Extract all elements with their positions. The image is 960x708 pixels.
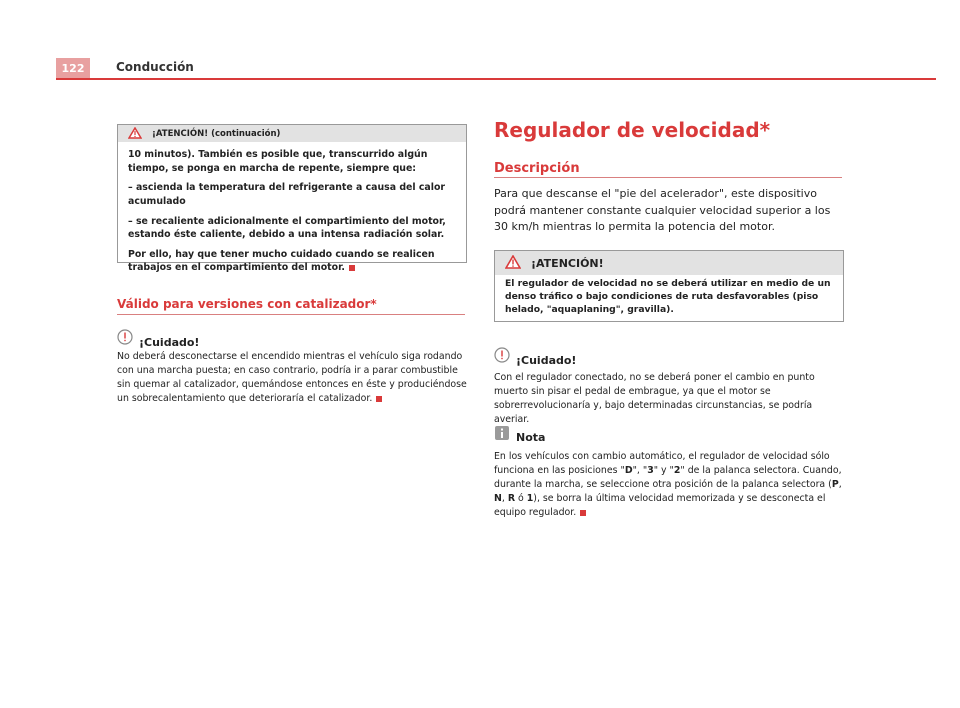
selector-position-d: D (624, 465, 633, 477)
warning-paragraph: 10 minutos). También es posible que, transcurrido algún tiempo, se ponga en marcha de repente, siempre que: (128, 149, 428, 174)
warning-box-header (118, 125, 466, 142)
warning-heading: ¡ATENCIÓN! (continuación) (152, 128, 281, 139)
selector-position-p: P (831, 479, 839, 491)
warning-heading: ¡ATENCIÓN! (531, 256, 604, 270)
section-rule (117, 314, 465, 315)
selector-position-1: 1 (526, 493, 534, 505)
end-mark-icon (376, 396, 382, 402)
note-text-part: En los vehículos con cambio automático, el regulador de velocidad sólo funciona en las posiciones " (494, 451, 830, 477)
intro-paragraph: Para que descanse el "pie del acelerador", este dispositivo podrá mantener constante cualquier velocidad superior a los 30 km/h mientras lo permita la potencia del motor. (494, 187, 831, 233)
warning-body: El regulador de velocidad no se deberá utilizar en medio de un denso tráfico o bajo condiciones de ruta desfavorables (piso helado, "aquaplaning", gravilla). (505, 278, 831, 315)
caution-title-left (117, 328, 199, 349)
selector-position-n: N (494, 493, 502, 505)
note-text-part: " y " (653, 465, 674, 477)
caution-text: No deberá desconectarse el encendido mientras el vehículo siga rodando con una marcha puesta; en caso contrario, podría ir a parar combustible sin quemar al catalizador, quemándose entonces en éste y produciéndose un sobrecalentamiento que deterioraría el catalizador. (117, 351, 467, 405)
warning-box (494, 250, 844, 322)
warning-paragraph: – ascienda la temperatura del refrigerante a causa del calor acumulado (128, 182, 446, 207)
note-text-part: " de la palanca selectora. Cuando, durante la marcha, se seleccione otra posición de la palanca selectora ( (494, 465, 842, 491)
caution-text-left (117, 350, 467, 406)
note-text-part: ó (515, 493, 527, 505)
selector-position-2: 2 (673, 465, 681, 477)
note-title (494, 425, 545, 444)
page-main-title: Regulador de velocidad* (494, 118, 771, 142)
section-heading-catalizador: Válido para versiones con catalizador* (117, 297, 377, 311)
caution-title-right (494, 346, 576, 367)
note-text-part: , (501, 493, 508, 505)
page-number: 122 (56, 58, 90, 78)
caution-circle-icon (494, 347, 510, 366)
note-text-part: ), se borra la última velocidad memorizada y se desconecta el equipo regulador. (494, 493, 826, 519)
subsection-rule (494, 177, 842, 178)
end-mark-icon (580, 510, 586, 516)
chapter-title: Conducción (116, 60, 194, 74)
note-text-part: ", " (632, 465, 648, 477)
subsection-title: Descripción (494, 161, 580, 176)
warning-box-header (495, 251, 843, 275)
warning-triangle-icon (128, 124, 142, 143)
warning-body (118, 142, 466, 281)
warning-box-continued (117, 124, 467, 274)
caution-label: ¡Cuidado! (139, 336, 200, 349)
caution-circle-icon (117, 329, 133, 348)
note-label: Nota (516, 431, 546, 444)
caution-label: ¡Cuidado! (516, 354, 577, 367)
selector-position-3: 3 (647, 465, 654, 477)
end-mark-icon (349, 265, 355, 271)
info-note-icon (494, 425, 510, 444)
note-text (494, 450, 846, 521)
header-rule (56, 78, 936, 80)
caution-text-right: Con el regulador conectado, no se deberá poner el cambio en punto muerto sin pisar el pedal de embrague, ya que el motor se sobrerrevolucionaría y, bajo determinadas circunstancias, se podría averiar. (494, 372, 815, 426)
warning-paragraph-text: Por ello, hay que tener mucho cuidado cuando se realicen trabajos en el compartimiento del motor. (128, 248, 435, 274)
selector-position-r: R (507, 493, 516, 505)
warning-paragraph-last (128, 248, 456, 275)
warning-paragraph: – se recaliente adicionalmente el compartimiento del motor, estando éste caliente, debido a una intensa radiación solar. (128, 215, 446, 241)
note-text-part: , (838, 479, 842, 491)
warning-triangle-icon (505, 254, 521, 273)
